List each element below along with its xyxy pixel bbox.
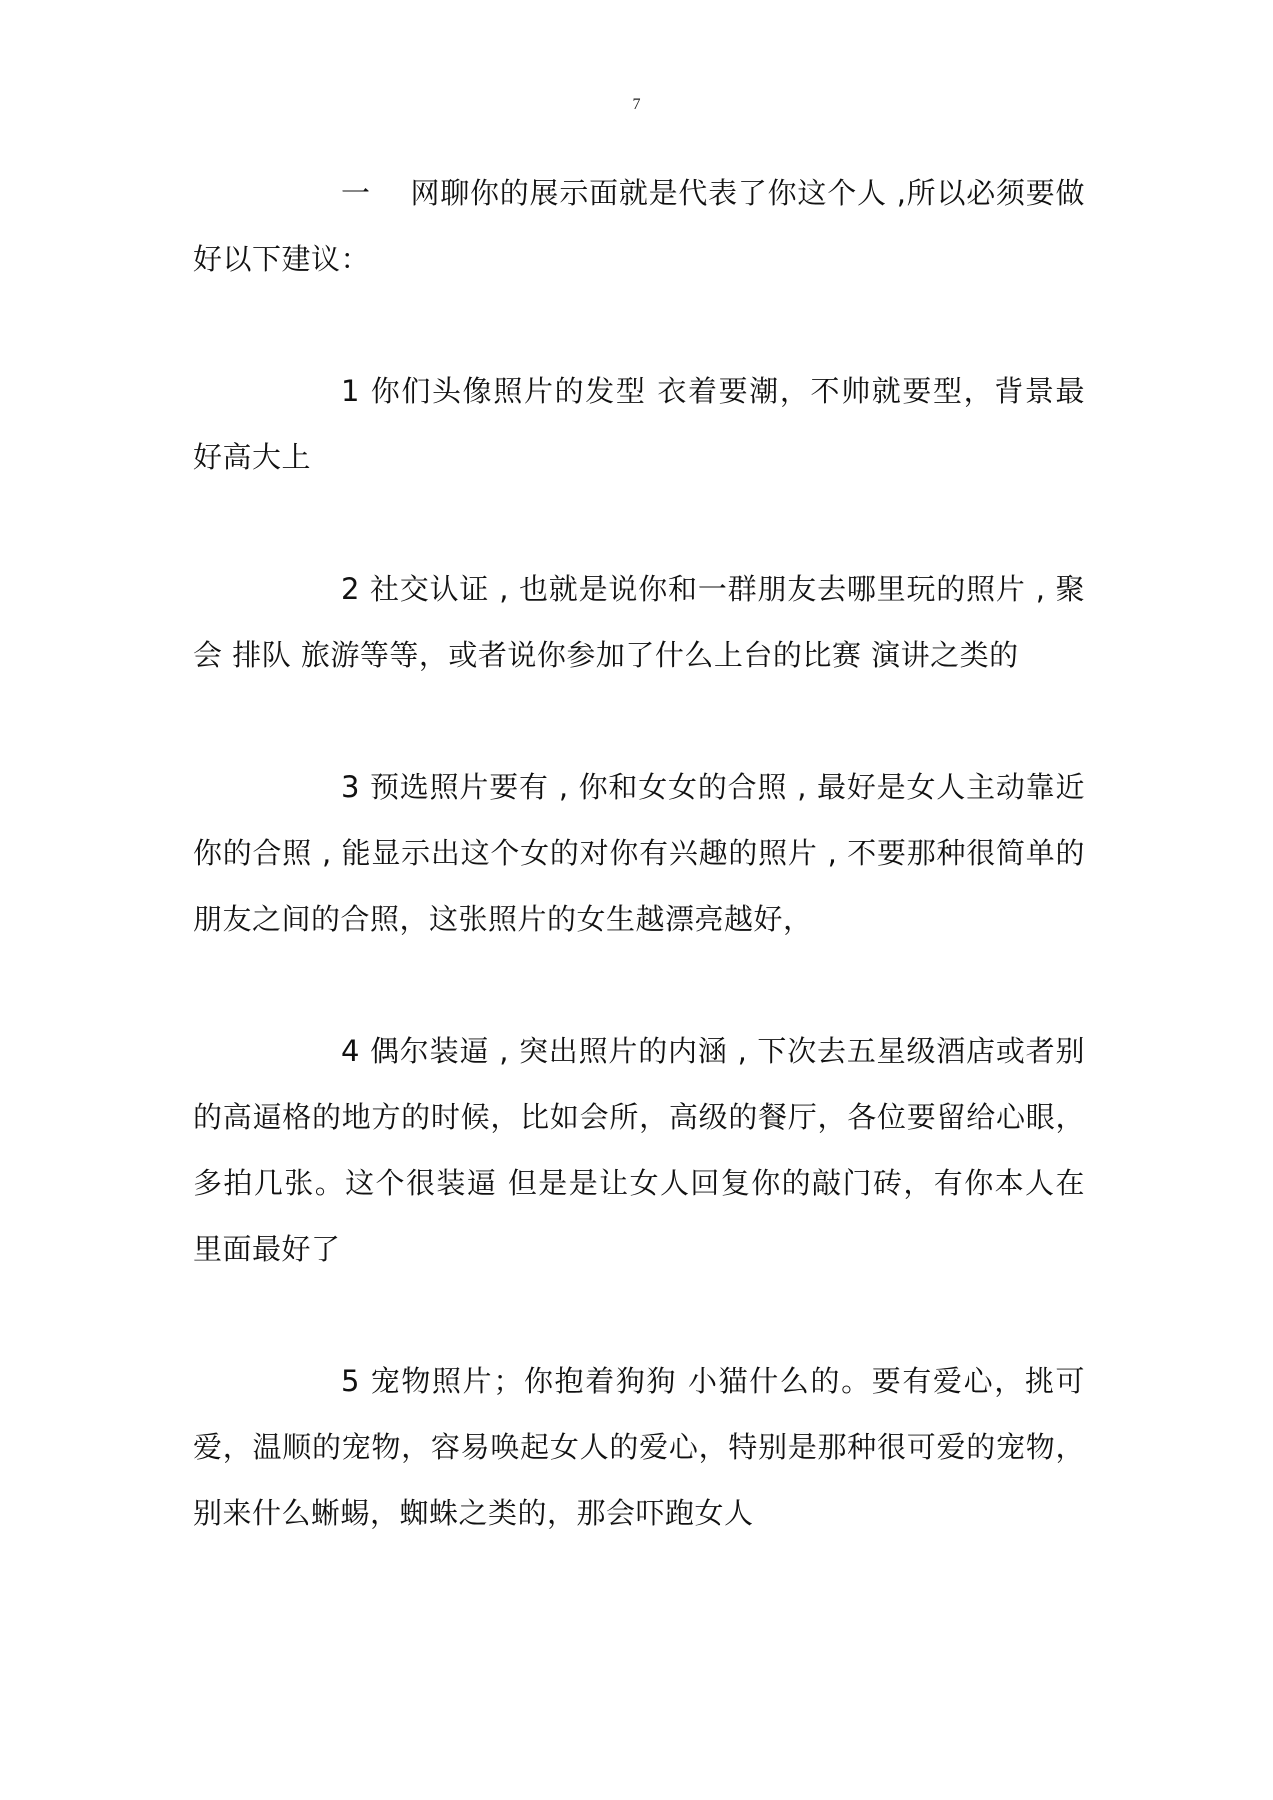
paragraph-item-3: 3 预选照片要有 , 你和女女的合照 , 最好是女人主动靠近你的合照 , 能显示出这个女的对你有兴趣的照片 , 不要那种很简单的朋友之间的合照，这张照片的女生越漂亮越好，: [193, 770, 1085, 936]
document-body: [193, 160, 1085, 1546]
paragraph-item-5: 5 宠物照片；你抱着狗狗 小猫什么的。要有爱心，挑可爱，温顺的宠物，容易唤起女人的爱心，特别是那种很可爱的宠物，别来什么蜥蜴，蜘蛛之类的，那会吓跑女人: [193, 1364, 1085, 1530]
paragraph-item-4: 4 偶尔装逼 , 突出照片的内涵 , 下次去五星级酒店或者别的高逼格的地方的时候，比如会所，高级的餐厅，各位要留给心眼，多拍几张。这个很装逼 但是是让女人回复你的敲门砖，有你本人在里面最好了: [193, 1034, 1085, 1266]
paragraph-item-2: 2 社交认证 , 也就是说你和一群朋友去哪里玩的照片 , 聚会 排队 旅游等等，或者说你参加了什么上台的比赛 演讲之类的: [193, 572, 1085, 672]
paragraph-item-1: 1 你们头像照片的发型 衣着要潮，不帅就要型，背景最好高大上: [193, 374, 1085, 474]
page-number: 7: [632, 96, 641, 113]
paragraph-intro: 一 网聊你的展示面就是代表了你这个人 ,所以必须要做好以下建议：: [193, 176, 1085, 276]
